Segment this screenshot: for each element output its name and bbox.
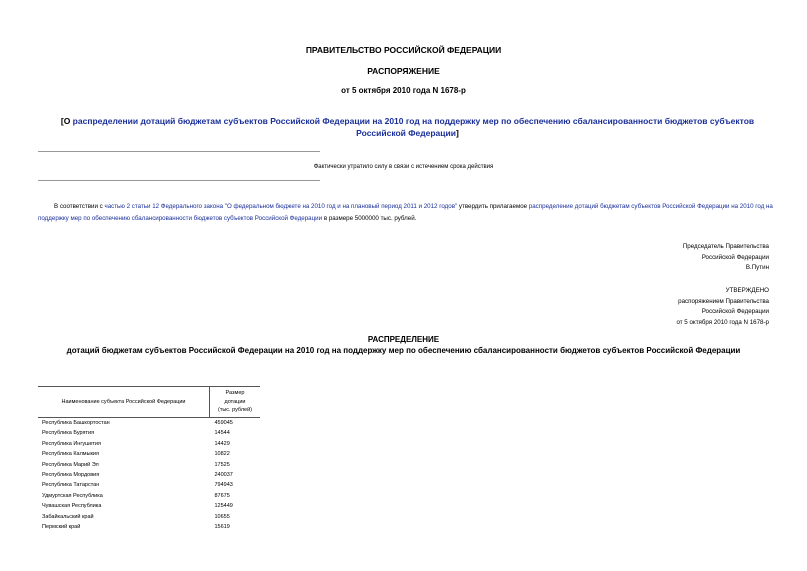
title-open-bracket: [О xyxy=(60,116,73,126)
title-close-bracket: ] xyxy=(455,128,459,138)
region-name: Республика Татарстан xyxy=(42,482,100,489)
subsidy-amount: 14429 xyxy=(214,440,230,447)
title-link[interactable]: распределении дотаций бюджетам субъектов Российской Федерации на 2010 год на поддержку мер по обеспечению сбалансированности бюджетов субъектов Российской Федерации xyxy=(72,116,755,138)
region-name: Удмуртская Республика xyxy=(42,492,103,499)
paragraph-text-3: в размере 5000000 тыс. рублей. xyxy=(322,215,417,222)
approval-by: распоряжением Правительства xyxy=(678,297,769,305)
table-row xyxy=(38,501,260,511)
main-paragraph xyxy=(38,201,773,225)
region-name: Республика Ингушетия xyxy=(42,440,101,447)
paragraph-text-2: утвердить прилагаемое xyxy=(457,203,529,210)
separator-top xyxy=(38,151,320,152)
distribution-link[interactable]: распределение дотаций бюджетам субъектов Российской Федерации на 2010 год на поддержку мер по обеспечению сбалансированности бюджетов субъектов Российской Федерации xyxy=(38,203,773,222)
document-title xyxy=(60,115,755,139)
subsidy-amount: 87675 xyxy=(214,492,230,499)
region-name: Пермский край xyxy=(42,524,81,531)
region-name: Чувашская Республика xyxy=(42,503,102,510)
law-reference-link[interactable]: частью 2 статьи 12 Федерального закона "О федеральном бюджете на 2010 год и на плановый период 2011 и 2012 годов" xyxy=(104,203,458,210)
table-row xyxy=(38,470,260,480)
status-note: Фактически утратило силу в связи с истечением срока действия xyxy=(313,164,494,170)
subsidy-amount: 10655 xyxy=(214,513,230,520)
approval-date: от 5 октября 2010 года N 1678-р xyxy=(676,318,769,326)
table-row xyxy=(38,428,260,438)
subsidy-amount: 14544 xyxy=(214,430,230,437)
paragraph-text-1: В соответствии с xyxy=(54,203,105,210)
distribution-table xyxy=(38,386,260,532)
document-type: РАСПОРЯЖЕНИЕ xyxy=(367,66,440,76)
subsidy-amount: 794943 xyxy=(214,482,233,489)
table-header-row xyxy=(38,387,260,418)
signature-position: Председатель Правительства xyxy=(682,243,769,250)
table-row xyxy=(38,491,260,501)
region-name: Республика Башкортостан xyxy=(42,420,110,426)
column-header-region: Наименование субъекта Российской Федерации xyxy=(38,387,210,418)
distribution-title xyxy=(50,335,757,356)
region-name: Республика Марий Эл xyxy=(42,461,99,468)
table-row xyxy=(38,418,260,429)
amount-header-line-2: дотации xyxy=(224,398,246,405)
table-row xyxy=(38,480,260,490)
region-name: Республика Калмыкия xyxy=(42,451,99,458)
government-name: ПРАВИТЕЛЬСТВО РОССИЙСКОЙ ФЕДЕРАЦИИ xyxy=(305,45,502,55)
region-name: Забайкальский край xyxy=(42,513,94,520)
column-header-amount xyxy=(210,387,261,418)
document-date-number: от 5 октября 2010 года N 1678-р xyxy=(341,86,466,95)
subsidy-amount: 240037 xyxy=(214,472,233,479)
region-name: Республика Бурятия xyxy=(42,430,95,437)
distribution-subheading: дотаций бюджетам субъектов Российской Федерации на 2010 год на поддержку мер по обеспечению сбалансированности бюджетов субъектов Российской Федерации xyxy=(66,345,741,355)
table-row xyxy=(38,439,260,449)
distribution-heading: РАСПРЕДЕЛЕНИЕ xyxy=(367,335,440,344)
table-row xyxy=(38,512,260,522)
approval-block xyxy=(676,286,769,328)
approval-label: УТВЕРЖДЕНО xyxy=(725,287,769,294)
signature-block xyxy=(683,242,769,274)
signature-country: Российской Федерации xyxy=(701,253,769,261)
subsidy-amount: 17525 xyxy=(214,461,230,468)
amount-header-line-1: Размер xyxy=(225,390,245,397)
table-row xyxy=(38,522,260,532)
table-row xyxy=(38,460,260,470)
separator-bottom xyxy=(38,180,320,181)
table-row xyxy=(38,449,260,459)
subsidy-amount: 125449 xyxy=(214,503,233,510)
approval-country: Российской Федерации xyxy=(701,308,769,315)
region-name: Республика Мордовия xyxy=(42,472,100,479)
amount-header-line-3: (тыс. рублей) xyxy=(218,407,252,414)
subsidy-amount: 10822 xyxy=(214,451,230,458)
subsidy-amount: 15619 xyxy=(214,524,230,531)
signature-name: В.Путин xyxy=(745,264,769,271)
subsidy-amount: 459045 xyxy=(214,420,233,426)
